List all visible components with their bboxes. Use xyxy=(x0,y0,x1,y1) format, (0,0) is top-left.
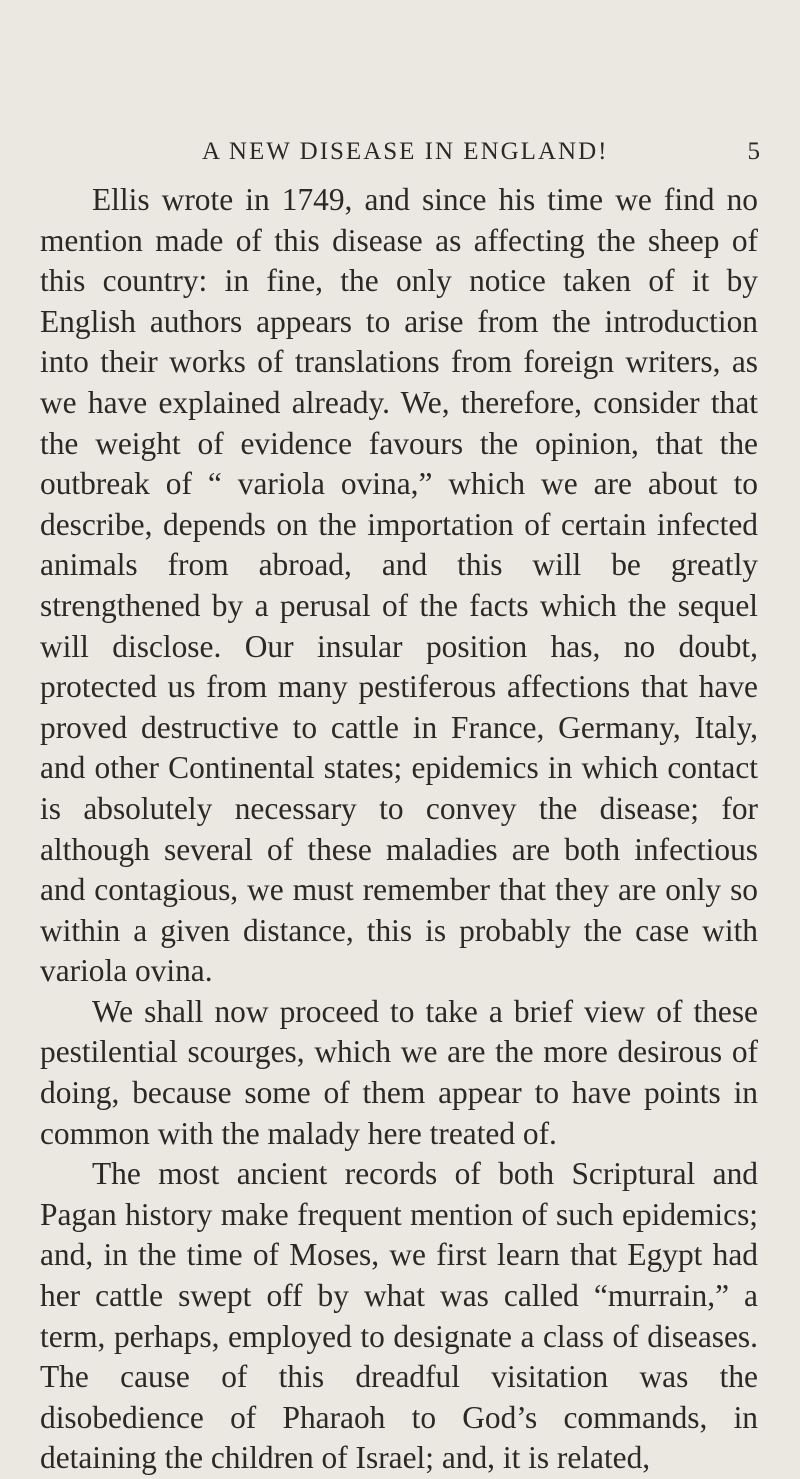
running-title: A NEW DISEASE IN ENGLAND! xyxy=(202,138,609,165)
paragraph-3: The most ancient records of both Scriptural and Pagan history make frequent mention of such epidemics; and, in the time of Moses, we first learn that Egypt had her cattle swept off by what was called “murrain,” a term, perhaps, employed to designate a class of diseases. The cause of this dreadful visitation was the disobedience of Pharaoh to God’s commands, in detaining the children of Israel; and, it is related, xyxy=(40,1156,758,1476)
paragraph-2: We shall now proceed to take a brief view of these pestilential scourges, which we are the more desirous of doing, because some of them appear to have points in common with the malady here treated of. xyxy=(40,993,758,1151)
running-head xyxy=(0,138,800,178)
page-number: 5 xyxy=(747,138,760,165)
paragraph-1: Ellis wrote in 1749, and since his time we find no mention made of this disease as affecting the sheep of this country: in fine, the only notice taken of it by English authors appears to arise from the introduction into their works of translations from foreign writers, as we have explained already. We, therefore, consider that the weight of evidence favours the opinion, that the outbreak of “ variola ovina,” which we are about to describe, depends on the importation of certain infected animals from abroad, and this will be greatly strengthened by a perusal of the facts which the sequel will disclose. Our insular position has, no doubt, protected us from many pestiferous affections that have proved destructive to cattle in France, Germany, Italy, and other Continental states; epidemics in which contact is absolutely necessary to convey the disease; for although several of these maladies are both infectious and contagious, we must remember that they are only so within a given distance, this is probably the case with variola ovina. xyxy=(40,182,758,989)
body-text xyxy=(40,180,758,1479)
